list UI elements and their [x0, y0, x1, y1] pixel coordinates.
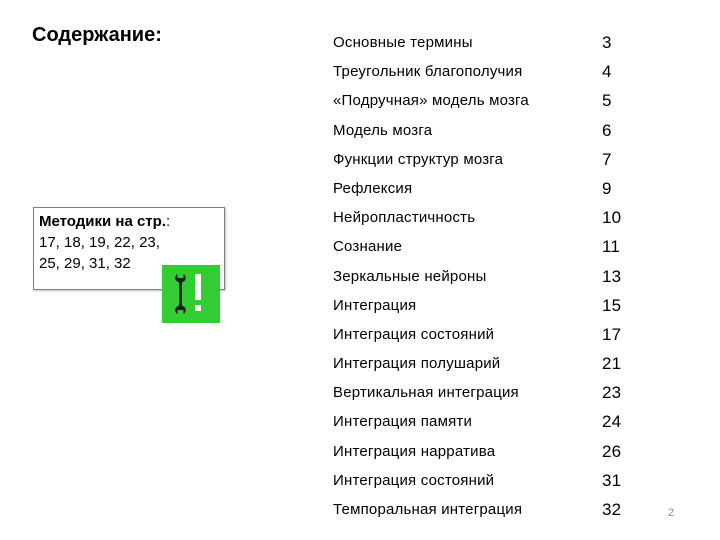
toc-page: 13	[602, 266, 622, 286]
toc-page: 15	[602, 295, 622, 315]
toc-page: 21	[602, 354, 622, 374]
toc-row[interactable]	[333, 232, 633, 261]
toc-row[interactable]	[333, 320, 633, 349]
toc-row[interactable]	[333, 145, 633, 174]
toc-row[interactable]	[333, 116, 633, 145]
toc-label: Нейропластичность	[333, 209, 476, 227]
toc-page: 7	[602, 149, 612, 169]
toc-row[interactable]	[333, 407, 633, 436]
methods-heading-colon: :	[165, 213, 171, 230]
toc-label: Основные термины	[333, 34, 473, 51]
toc-label: Темпоральная интеграция	[333, 501, 523, 518]
toc-row[interactable]	[333, 262, 633, 291]
toc-page: 26	[602, 441, 622, 461]
toc-label: Интеграция полушарий	[333, 355, 501, 373]
toc-label: Сознание	[333, 238, 403, 256]
methods-pages: 17, 18, 19, 22, 23, 25, 29, 31, 32	[39, 234, 160, 272]
toc-label: Интеграция памяти	[333, 413, 473, 431]
toc-row[interactable]	[333, 437, 633, 466]
toc-page: 31	[602, 470, 622, 490]
toc-label: Функции структур мозга	[333, 150, 504, 168]
methods-heading-label: Методики на стр.	[39, 213, 166, 230]
toc-page: 6	[602, 120, 612, 140]
toc-label: Рефлексия	[333, 179, 413, 197]
toc-page: 4	[602, 62, 612, 82]
toc-page: 3	[602, 33, 612, 52]
toc-row[interactable]	[333, 28, 633, 57]
toc-page: 5	[602, 91, 612, 111]
toc-label: Интеграция	[333, 296, 417, 314]
toc-label: Интеграция состояний	[333, 325, 495, 343]
toc-page: 23	[602, 383, 622, 403]
toc-page: 32	[602, 500, 622, 519]
toc-row[interactable]	[333, 349, 633, 378]
toc-row[interactable]	[333, 203, 633, 232]
toc-label: Треугольник благополучия	[333, 63, 523, 81]
toc-row[interactable]	[333, 174, 633, 203]
toc-page: 24	[602, 412, 622, 432]
toc-page: 17	[602, 324, 622, 344]
table-of-contents	[333, 28, 633, 524]
toc-label: Вертикальная интеграция	[333, 384, 519, 402]
toc-page: 9	[602, 178, 612, 198]
toc-row[interactable]	[333, 466, 633, 495]
toc-row[interactable]	[333, 291, 633, 320]
toc-label: Интеграция состояний	[333, 471, 495, 489]
toc-page: 11	[602, 237, 621, 257]
toc-row[interactable]	[333, 57, 633, 86]
toc-page: 10	[602, 208, 622, 228]
methods-heading	[39, 211, 224, 232]
slide-number: 2	[668, 507, 675, 519]
toc-row[interactable]	[333, 86, 633, 115]
page-title: Содержание:	[32, 24, 162, 46]
toc-row[interactable]	[333, 378, 633, 407]
wrench-exclamation-icon	[162, 265, 220, 323]
toc-label: Модель мозга	[333, 121, 433, 139]
toc-row[interactable]	[333, 495, 633, 524]
toc-label: Зеркальные нейроны	[333, 267, 487, 285]
toc-label: Интеграция нарратива	[333, 442, 496, 460]
toc-label: «Подручная» модель мозга	[333, 92, 529, 110]
